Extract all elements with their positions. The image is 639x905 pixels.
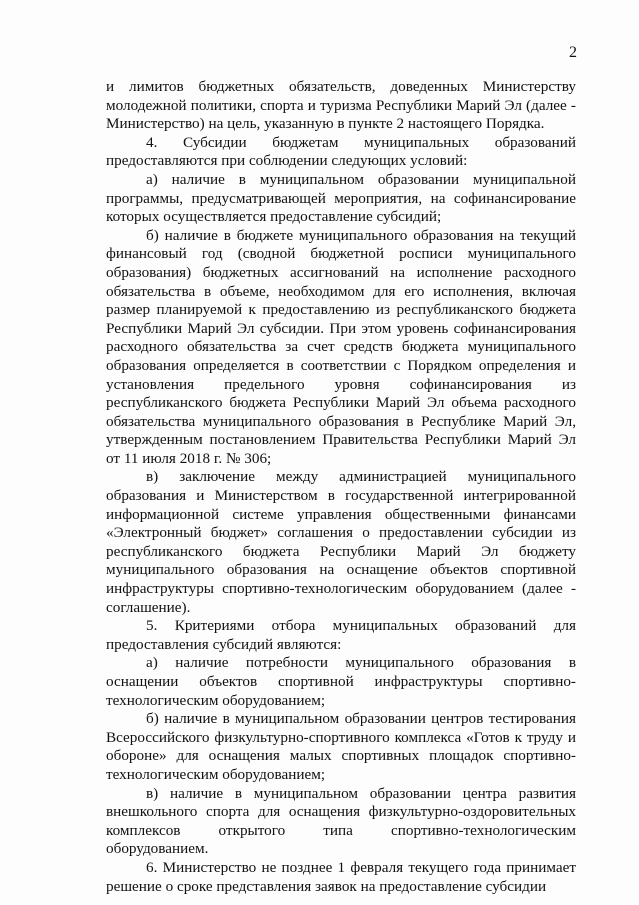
paragraph-continuation: и лимитов бюджетных обязательств, доведенных Министерству молодежной политики, спорта и туризма Республики Марий Эл (далее - Министерство) на цель, указанную в пункте 2 настоящего Порядка.: [106, 78, 576, 133]
paragraph-item-5: 5. Критериями отбора муниципальных образований для предоставления субсидий являются:: [106, 617, 576, 653]
paragraph-item-5b: б) наличие в муниципальном образовании центров тестирования Всероссийского физкультурно-спортивного комплекса «Готов к труду и обороне» для оснащения малых спортивных площадок спортивно-технологическим оборудованием;: [106, 710, 576, 783]
page-number: 2: [569, 44, 577, 61]
paragraph-item-4c: в) заключение между администрацией муниципального образования и Министерством в государственной интегрированной информационной системе управления общественными финансами «Электронный бюджет» соглашения о предоставлении субсидии из республиканского бюджета Республики Марий Эл бюджету муниципального образования на оснащение объектов спортивной инфраструктуры спортивно-технологическим оборудованием (далее - соглашение).: [106, 468, 576, 616]
paragraph-item-5c: в) наличие в муниципальном образовании центра развития внешкольного спорта для оснащения физкультурно-оздоровительных комплексов открытого типа спортивно-технологическим оборудованием.: [106, 784, 576, 858]
paragraph-item-6: 6. Министерство не позднее 1 февраля текущего года принимает решение о сроке представления заявок на предоставление субсидии: [106, 858, 576, 895]
paragraph-item-4: 4. Субсидии бюджетам муниципальных образований предоставляются при соблюдении следующих условий:: [106, 133, 576, 170]
paragraph-item-4a: а) наличие в муниципальном образовании муниципальной программы, предусматривающей мероприятия, на софинансирование которых осуществляется предоставление субсидий;: [106, 170, 576, 226]
paragraph-item-5a: а) наличие потребности муниципального образования в оснащении объектов спортивной инфраструктуры спортивно-технологическим оборудованием;: [106, 654, 576, 709]
document-body: [106, 78, 576, 896]
paragraph-item-4b: б) наличие в бюджете муниципального образования на текущий финансовый год (сводной бюджетной росписи муниципального образования) бюджетных ассигнований на исполнение расходного обязательства в объеме, необходимом для его исполнения, включая размер планируемой к предоставлению из республиканского бюджета Республики Марий Эл субсидии. При этом уровень софинансирования расходного обязательства за счет средств бюджета муниципального образования определяется в соответствии с Порядком определения и установления предельного уровня софинансирования из республиканского бюджета Республики Марий Эл объема расходного обязательства муниципального образования в Республике Марий Эл, утвержденным постановлением Правительства Республики Марий Эл от 11 июля 2018 г. № 306;: [106, 226, 576, 467]
